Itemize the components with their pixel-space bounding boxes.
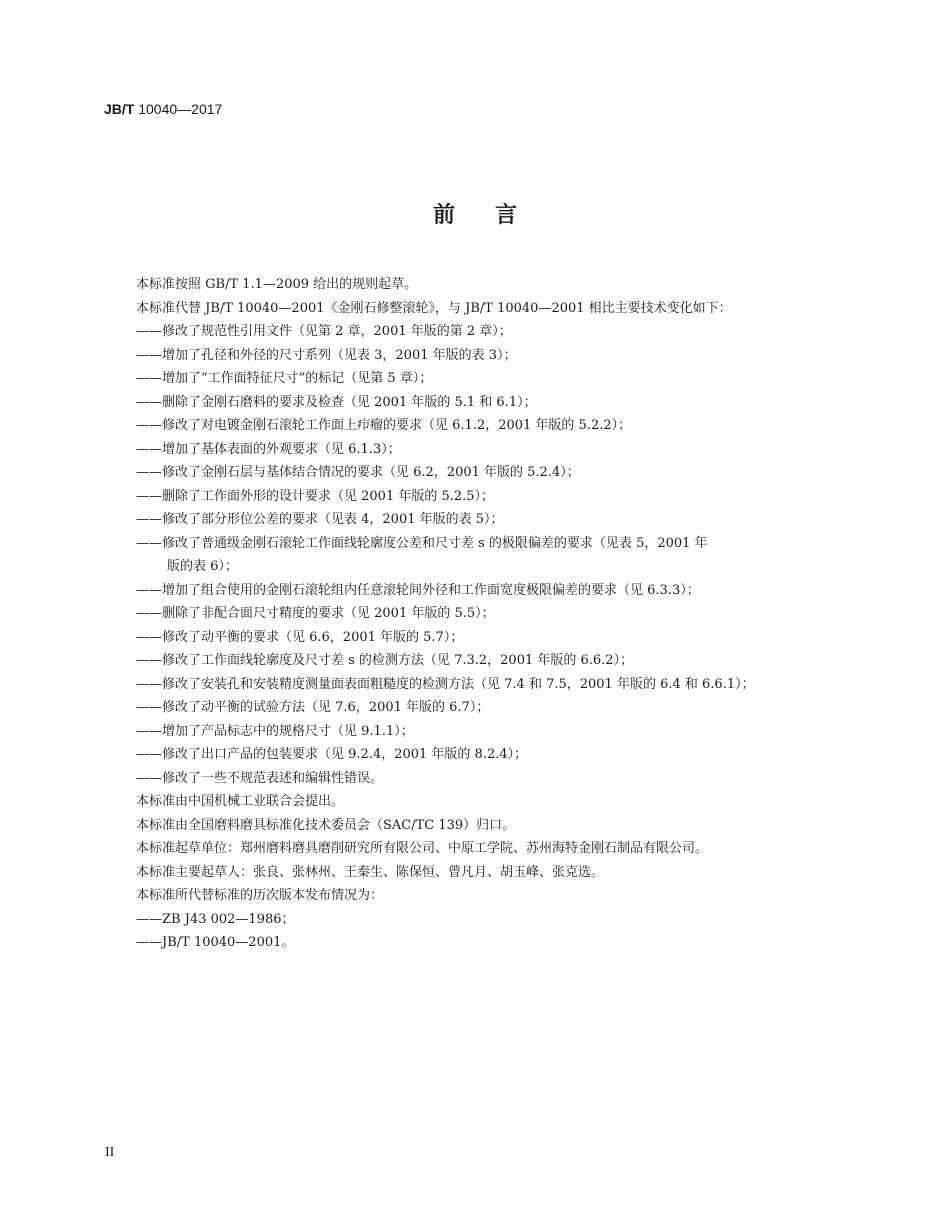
list-item: ——修改了规范性引用文件（见第 2 章，2001 年版的第 2 章）； <box>136 324 512 339</box>
list-item: ——修改了动平衡的试验方法（见 7.6，2001 年版的 6.7）； <box>136 700 490 715</box>
list-item: ——ZB J43 002—1986； <box>136 911 295 927</box>
list-item: ——增加了组合使用的金刚石滚轮组内任意滚轮间外径和工作面宽度极限偏差的要求（见 6.3.3）； <box>136 582 700 598</box>
list-item: ——修改了对电镀金刚石滚轮工作面上疖瘤的要求（见 6.1.2，2001 年版的 5.2.2）； <box>136 418 632 433</box>
paragraph: 本标准主要起草人：张良、张林州、王秦生、陈保恒、曾凡月、胡玉峰、张克选。 <box>136 864 605 880</box>
list-item: ——删除了金刚石磨料的要求及检查（见 2001 年版的 5.1 和 6.1）； <box>136 394 537 410</box>
list-item: ——增加了孔径和外径的尺寸系列（见表 3，2001 年版的表 3）； <box>136 347 517 363</box>
list-item: ——增加了基体表面的外观要求（见 6.1.3）； <box>136 441 401 457</box>
list-item: ——修改了金刚石层与基体结合情况的要求（见 6.2，2001 年版的 5.2.4）； <box>136 465 580 480</box>
list-item: ——增加了产品标志中的规格尺寸（见 9.1.1）； <box>136 723 414 739</box>
paragraph: 本标准代替 JB/T 10040—2001《金刚石修整滚轮》，与 JB/T 10040—2001 相比主要技术变化如下： <box>136 300 732 316</box>
foreword-body <box>136 273 796 955</box>
standard-code-number: 10040—2017 <box>134 101 223 117</box>
list-item: ——修改了工作面线轮廓度及尺寸差 s 的检测方法（见 7.3.2，2001 年版的 6.6.2）； <box>136 653 634 668</box>
list-item: ——修改了一些不规范表述和编辑性错误。 <box>136 770 384 786</box>
list-item: ——修改了部分形位公差的要求（见表 4，2001 年版的表 5）； <box>136 512 504 527</box>
paragraph: 本标准按照 GB/T 1.1—2009 给出的规则起草。 <box>136 277 418 292</box>
list-item: ——修改了普通级金刚石滚轮工作面线轮廓度公差和尺寸差 s 的极限偏差的要求（见表 5，2001 年 <box>136 535 708 551</box>
list-item: ——JB/T 10040—2001。 <box>136 935 295 950</box>
paragraph: 本标准由中国机械工业联合会提出。 <box>136 794 345 809</box>
standard-code-prefix: JB/T <box>104 101 135 117</box>
list-item: ——增加了“工作面特征尺寸”的标记（见第 5 章）； <box>136 371 433 386</box>
page-number: II <box>105 1145 115 1160</box>
list-item: ——删除了工作面外形的设计要求（见 2001 年版的 5.2.5）； <box>136 488 495 504</box>
list-item-continuation: 版的表 6）； <box>167 559 238 574</box>
paragraph: 本标准由全国磨料磨具标准化技术委员会（SAC/TC 139）归口。 <box>136 817 516 833</box>
list-item: ——修改了动平衡的要求（见 6.6，2001 年版的 5.7）； <box>136 629 464 645</box>
page-title: 前言 <box>432 203 557 228</box>
list-item: ——删除了非配合面尺寸精度的要求（见 2001 年版的 5.5）； <box>136 606 495 621</box>
list-item: ——修改了出口产品的包装要求（见 9.2.4，2001 年版的 8.2.4）； <box>136 747 528 762</box>
list-item: ——修改了安装孔和安装精度测量面表面粗糙度的检测方法（见 7.4 和 7.5，2001 年版的 6.4 和 6.6.1）； <box>136 676 755 692</box>
paragraph: 本标准所代替标准的历次版本发布情况为： <box>136 888 384 903</box>
standard-code <box>104 101 222 117</box>
paragraph: 本标准起草单位：郑州磨料磨具磨削研究所有限公司、中原工学院、苏州海特金刚石制品有限公司。 <box>136 841 709 856</box>
